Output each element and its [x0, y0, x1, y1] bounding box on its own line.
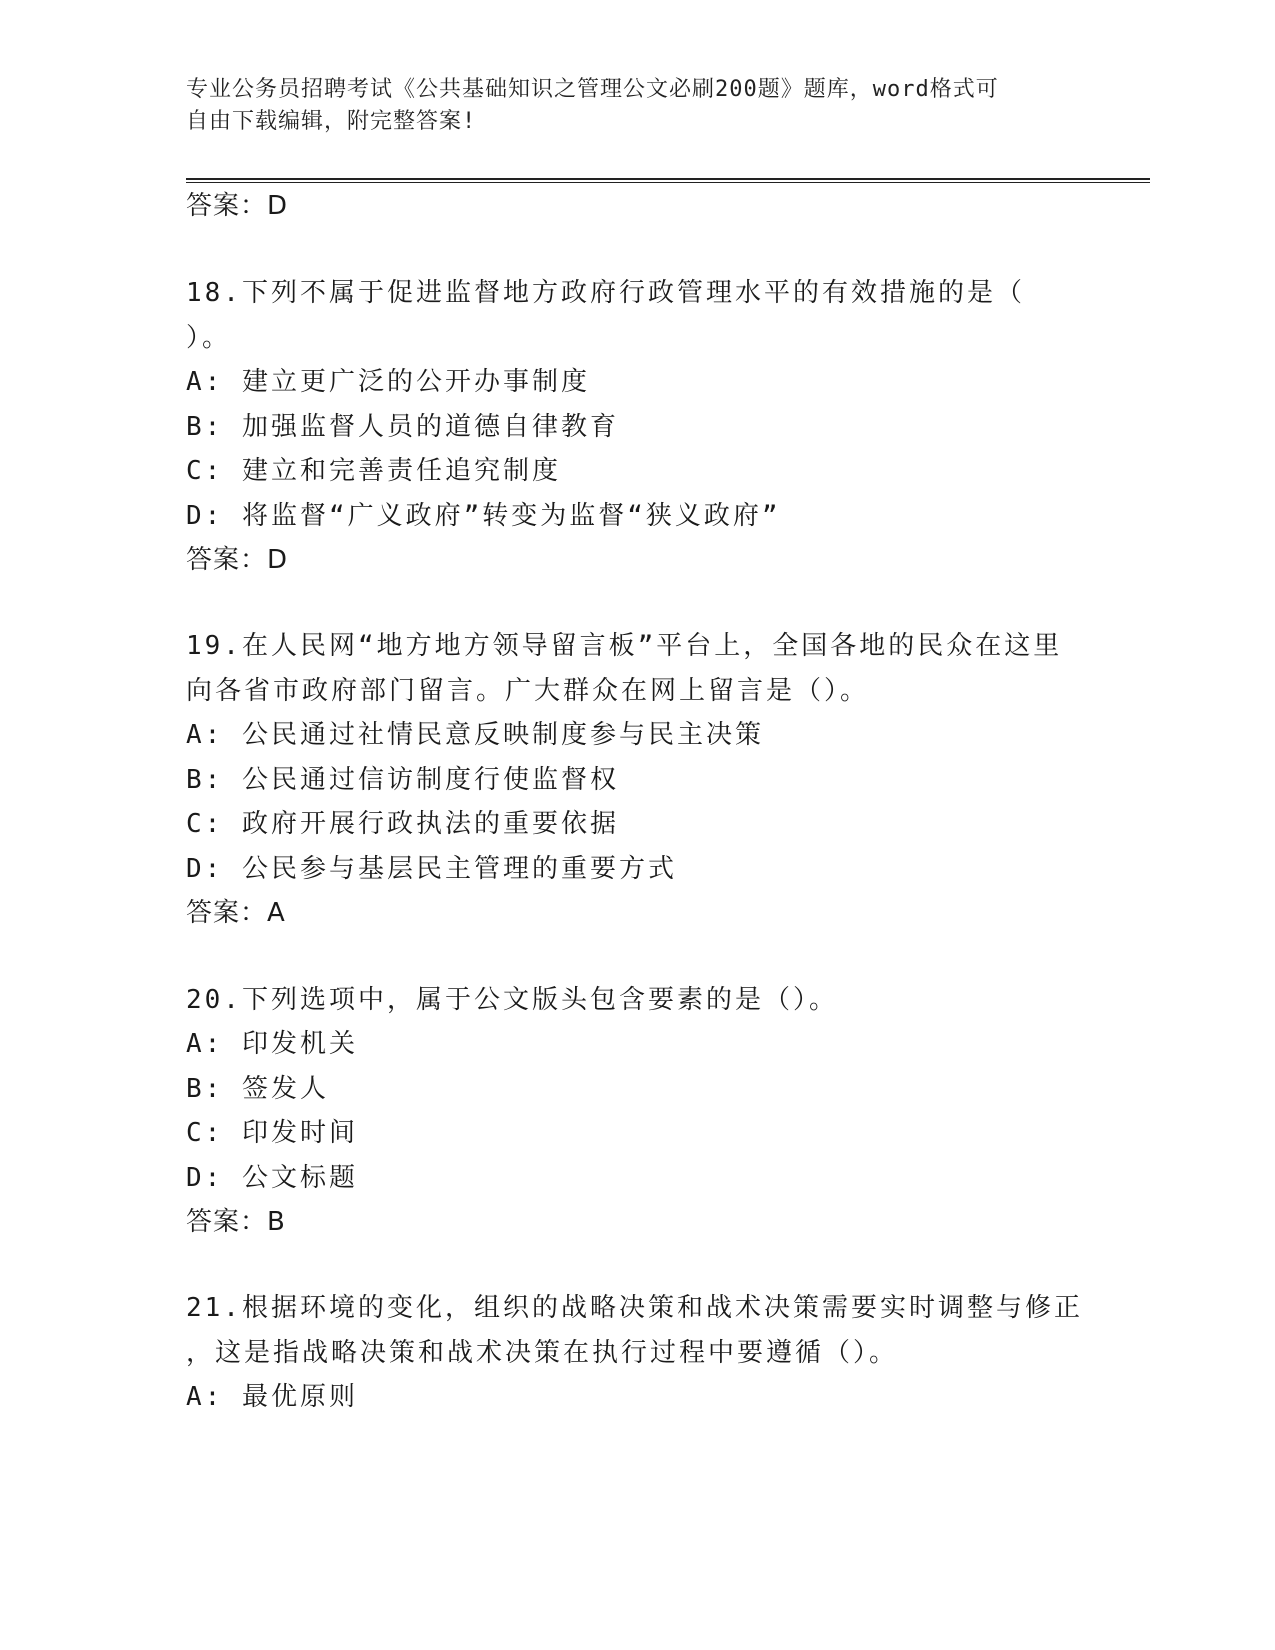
question-18-option-d: D: 将监督“广义政府”转变为监督“狭义政府”: [186, 501, 781, 531]
page-header: [186, 74, 1066, 138]
question-18-stem-line-1: 18.下列不属于促进监督地方政府行政管理水平的有效措施的是（: [186, 278, 1025, 308]
question-20-option-a: A: 印发机关: [186, 1029, 358, 1059]
question-21-option-a: A: 最优原则: [186, 1382, 358, 1412]
question-18-option-a: A: 建立更广泛的公开办事制度: [186, 367, 590, 397]
answer-line: 答案：D: [186, 191, 289, 221]
question-19-option-b: B: 公民通过信访制度行使监督权: [186, 765, 619, 795]
question-19-option-c: C: 政府开展行政执法的重要依据: [186, 809, 619, 839]
question-19-stem-line-1: 19.在人民网“地方地方领导留言板”平台上，全国各地的民众在这里: [186, 631, 1063, 661]
question-18-option-c: C: 建立和完善责任追究制度: [186, 456, 561, 486]
question-19-option-d: D: 公民参与基层民主管理的重要方式: [186, 854, 677, 884]
question-20-option-b: B: 签发人: [186, 1074, 329, 1104]
header-line-2: 自由下载编辑，附完整答案!: [186, 109, 477, 134]
question-20-option-c: C: 印发时间: [186, 1118, 358, 1148]
question-20-option-d: D: 公文标题: [186, 1163, 358, 1193]
question-20-stem-line-1: 20.下列选项中，属于公文版头包含要素的是（）。: [186, 985, 838, 1015]
question-21-stem-line-1: 21.根据环境的变化，组织的战略决策和战术决策需要实时调整与修正: [186, 1293, 1083, 1323]
question-19-stem-line-2: 向各省市政府部门留言。广大群众在网上留言是（）。: [186, 676, 870, 706]
header-divider: [186, 178, 1150, 183]
header-line-1: 专业公务员招聘考试《公共基础知识之管理公文必刷200题》题库，word格式可: [186, 77, 999, 102]
question-19-option-a: A: 公民通过社情民意反映制度参与民主决策: [186, 720, 764, 750]
question-18-stem-line-2: ）。: [186, 323, 232, 353]
question-18-option-b: B: 加强监督人员的道德自律教育: [186, 412, 619, 442]
question-18-answer: 答案：D: [186, 545, 289, 575]
question-19-answer: 答案：A: [186, 898, 286, 928]
question-20-answer: 答案：B: [186, 1207, 286, 1237]
question-21-stem-line-2: ，这是指战略决策和战术决策在执行过程中要遵循（）。: [186, 1338, 899, 1368]
